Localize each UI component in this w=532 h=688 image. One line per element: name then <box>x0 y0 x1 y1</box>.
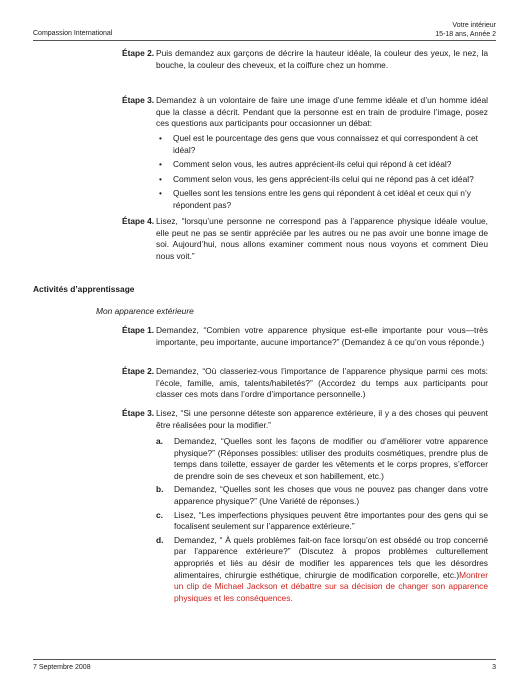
bullet-icon: • <box>159 188 162 199</box>
footer-date: 7 Septembre 2008 <box>33 664 91 671</box>
sub-item-text: Lisez, “Les imperfections physiques peuvent être importantes pour des gens qui se focalisent seulement sur l’apparence extérieure.” <box>174 509 488 532</box>
step-top-2 <box>122 48 488 71</box>
step-text: Demandez à un volontaire de faire une image d’une femme idéale et d’un homme idéal que la classe a décrit. Pendant que la personne est en train de produire l’image, posez ces questions aux participants pour occasionner un débat: <box>156 95 488 129</box>
sub-item-letter: c. <box>156 509 163 520</box>
step-label: Étape 3. <box>122 95 155 105</box>
step-text: Lisez, “Si une personne déteste son apparence extérieure, il y a des choses qui peuvent être réalisées pour la modifier.” <box>156 408 488 430</box>
footer-rule <box>33 659 496 660</box>
subsection-title: Mon apparence extérieure <box>96 306 194 316</box>
list-item <box>156 436 488 482</box>
sub-item-text: Demandez, “ À quels problèmes fait-on face lorsqu’on est obsédé ou trop concerné par l’apparence extérieure?” (Discutez à propos problèmes culturellement appropriés et liés au désir de modifier les apparences tels que les désordres alimentaires, chirurgie esthétique, chirurgie de modification corporelle, etc.) <box>174 534 488 580</box>
section-title: Activités d’apprentissage <box>33 284 135 294</box>
sub-item-text: Demandez, “Quelles sont les choses que vous ne pouvez pas changer dans votre apparence physique?” (Une Variété de réponses.) <box>174 484 488 506</box>
list-item: • Quel est le pourcentage des gens que vous connaissez et qui correspondent à cet idéal? <box>159 133 478 155</box>
question-list <box>156 133 488 215</box>
header-title-line1: Votre intérieur <box>452 22 496 29</box>
step-label: Étape 1. <box>122 325 155 335</box>
step-text: Puis demandez aux garçons de décrire la hauteur idéale, la couleur des yeux, le nez, la bouche, la couleur des cheveux, et la coiffure chez un homme. <box>156 48 488 70</box>
page-number: 3 <box>492 664 496 671</box>
step-text: Lisez, “lorsqu’une personne ne correspond pas à l’apparence physique idéale voulue, elle peut ne pas se sentir appréciée par les autres ou ne pas avoir une bonne image de soi. Aujourd’hui, nous allons examiner comment nous nous voyons et comment Dieu nous voit.” <box>156 216 488 261</box>
list-item: • Quelles sont les tensions entre les gens qui répondent à cet idéal et ceux qui n’y répondent pas? <box>159 188 471 210</box>
bullet-icon: • <box>159 159 162 170</box>
step-label: Étape 4. <box>122 216 155 226</box>
bullet-icon: • <box>159 173 162 184</box>
header-title-line2: 15-18 ans, Année 2 <box>435 31 496 38</box>
header-org: Compassion International <box>33 30 113 37</box>
sub-item-letter: d. <box>156 534 164 545</box>
step-bottom-1 <box>122 325 488 348</box>
sub-item-text: Demandez, “Quelles sont les façons de modifier ou d’améliorer votre apparence physique?” (Réponses possibles: utiliser des produits cosmétiques, prendre plus de temps dans toilette, essayer de garder les vêtements et le corps propres, s’efforcer de prendre soin de ses cheveux et son habillement, etc.) <box>174 436 488 481</box>
step-top-3 <box>122 95 488 130</box>
step-bottom-3 <box>122 408 488 431</box>
step-label: Étape 3. <box>122 408 155 418</box>
highlight-text: Montrer un clip de Michael Jackson et débattre sur sa décision de changer son apparence physiques et les conséquences. <box>174 569 488 603</box>
header-rule <box>33 40 496 41</box>
step-text: Demandez, “Combien votre apparence physique est-elle importante pour vous—très importante, peu importante, aucune importance?” (Demandez à ce qu’on vous réponde.) <box>156 325 488 347</box>
header-title <box>435 21 496 39</box>
step-label: Étape 2. <box>122 48 155 58</box>
list-item: • Comment selon vous, les gens apprécient-ils celui qui ne répond pas à cet idéal? <box>159 173 474 184</box>
list-item <box>156 535 488 605</box>
step-bottom-2 <box>122 366 488 401</box>
step-text: Demandez, “Où classeriez-vous l’importance de l’apparence physique parmi ces mots: l’école, famille, amis, talents/habiletés?” (Accordez du temps aux participants pour classer ces mots dans l’ordre d’importance personnelle.) <box>156 366 488 400</box>
bullet-icon: • <box>159 133 162 143</box>
list-item <box>156 510 488 533</box>
list-item: • Comment selon vous, les autres apprécient-ils celui qui répond à cet idéal? <box>159 159 452 170</box>
step-label: Étape 2. <box>122 366 155 376</box>
list-item <box>156 484 488 507</box>
step-top-4 <box>122 216 488 262</box>
sub-item-list <box>156 436 488 606</box>
sub-item-letter: b. <box>156 484 164 495</box>
sub-item-letter: a. <box>156 436 163 446</box>
